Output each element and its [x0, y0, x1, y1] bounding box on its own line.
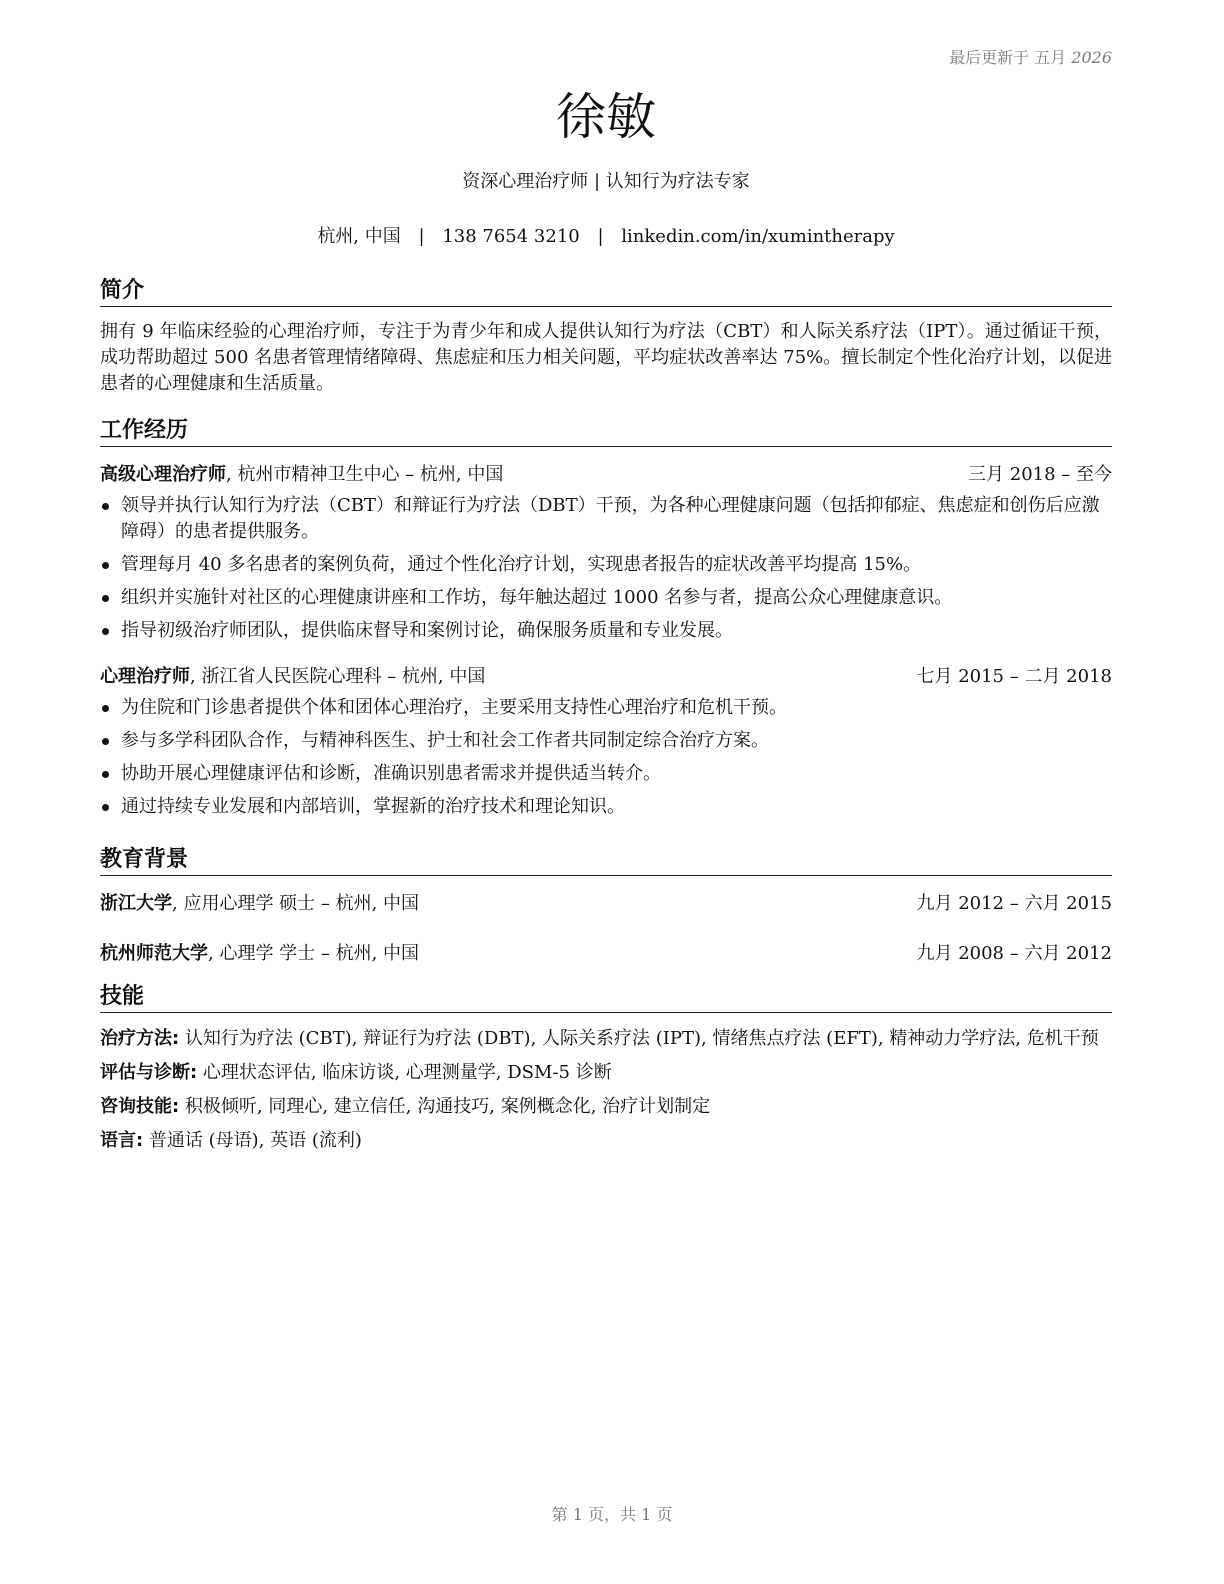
- job-header: [100, 463, 1112, 487]
- skill-value: 积极倾听, 同理心, 建立信任, 沟通技巧, 案例概念化, 治疗计划制定: [179, 1096, 711, 1117]
- bullet-item: 管理每月 40 多名患者的案例负荷，通过个性化治疗计划，实现患者报告的症状改善平均提高 15%。: [100, 552, 1112, 578]
- section-title-education: 教育背景: [100, 846, 1112, 876]
- summary-text: 拥有 9 年临床经验的心理治疗师，专注于为青少年和成人提供认知行为疗法（CBT）和人际关系疗法（IPT）。通过循证干预，成功帮助超过 500 名患者管理情绪障碍、焦虑症和压力相关问题，平均症状改善率达 75%。擅长制定个性化治疗计划，以促进患者的心理健康和生活质量。: [100, 321, 1112, 394]
- bullet-item: 参与多学科团队合作，与精神科医生、护士和社会工作者共同制定综合治疗方案。: [100, 728, 1112, 754]
- education-section: [100, 846, 1112, 966]
- last-updated-label: 最后更新于 五月: [949, 48, 1067, 67]
- job-dates: 七月 2015 – 二月 2018: [916, 666, 1112, 687]
- skills-list: [100, 1027, 1112, 1153]
- job-entry: [100, 463, 1112, 644]
- section-title-experience: 工作经历: [100, 417, 1112, 447]
- contact-separator: |: [597, 226, 604, 247]
- job-bullets: [100, 695, 1112, 820]
- education-school: 杭州师范大学: [100, 943, 208, 964]
- skill-label: 治疗方法:: [100, 1028, 180, 1049]
- tagline: 资深心理治疗师 | 认知行为疗法专家: [462, 171, 750, 192]
- experience-section: [100, 417, 1112, 827]
- candidate-name: 徐敏: [556, 88, 656, 146]
- bullet-item: 通过持续专业发展和内部培训，掌握新的治疗技术和理论知识。: [100, 794, 1112, 820]
- page-number: 第 1 页，共 1 页: [551, 1505, 673, 1524]
- skill-label: 语言:: [100, 1130, 144, 1151]
- bullet-item: 指导初级治疗师团队，提供临床督导和案例讨论，确保服务质量和专业发展。: [100, 618, 1112, 644]
- skill-item: [100, 1061, 1112, 1085]
- skill-value: 认知行为疗法 (CBT), 辩证行为疗法 (DBT), 人际关系疗法 (IPT), 情绪焦点疗法 (EFT), 精神动力学疗法, 危机干预: [179, 1028, 1099, 1049]
- bullet-item: 领导并执行认知行为疗法（CBT）和辩证行为疗法（DBT）干预，为各种心理健康问题（包括抑郁症、焦虑症和创伤后应激障碍）的患者提供服务。: [100, 493, 1112, 545]
- job-role: 高级心理治疗师: [100, 464, 226, 485]
- job-bullets: [100, 493, 1112, 644]
- education-entry: [100, 942, 1112, 966]
- contact-line: [100, 225, 1112, 249]
- education-school: 浙江大学: [100, 893, 172, 914]
- contact-separator: |: [418, 226, 425, 247]
- job-entry: [100, 665, 1112, 820]
- contact-linkedin-link[interactable]: linkedin.com/in/xumintherapy: [621, 226, 895, 247]
- last-updated: [949, 45, 1112, 68]
- bullet-item: 协助开展心理健康评估和诊断，准确识别患者需求并提供适当转介。: [100, 761, 1112, 787]
- contact-phone[interactable]: 138 7654 3210: [442, 226, 580, 247]
- education-dates: 九月 2008 – 六月 2012: [916, 943, 1112, 964]
- job-header: [100, 665, 1112, 689]
- summary-section: [100, 277, 1112, 397]
- last-updated-year: 2026: [1071, 48, 1112, 67]
- skill-label: 评估与诊断:: [100, 1062, 198, 1083]
- bullet-item: 组织并实施针对社区的心理健康讲座和工作坊，每年触达超过 1000 名参与者，提高公众心理健康意识。: [100, 585, 1112, 611]
- section-title-skills: 技能: [100, 983, 1112, 1013]
- skills-section: [100, 983, 1112, 1163]
- education-dates: 九月 2012 – 六月 2015: [916, 893, 1112, 914]
- bullet-item: 为住院和门诊患者提供个体和团体心理治疗，主要采用支持性心理治疗和危机干预。: [100, 695, 1112, 721]
- education-detail: , 心理学 学士 – 杭州, 中国: [208, 943, 420, 964]
- skill-item: [100, 1095, 1112, 1119]
- contact-location: 杭州, 中国: [317, 226, 401, 247]
- education-entry: [100, 892, 1112, 916]
- skill-value: 心理状态评估, 临床访谈, 心理测量学, DSM-5 诊断: [197, 1062, 612, 1083]
- section-title-summary: 简介: [100, 277, 1112, 307]
- job-dates: 三月 2018 – 至今: [968, 464, 1112, 485]
- job-org: , 杭州市精神卫生中心 – 杭州, 中国: [226, 464, 504, 485]
- skill-item: [100, 1027, 1112, 1051]
- education-detail: , 应用心理学 硕士 – 杭州, 中国: [172, 893, 420, 914]
- skill-label: 咨询技能:: [100, 1096, 180, 1117]
- skill-value: 普通话 (母语), 英语 (流利): [143, 1130, 362, 1151]
- job-role: 心理治疗师: [100, 666, 190, 687]
- skill-item: [100, 1129, 1112, 1153]
- job-org: , 浙江省人民医院心理科 – 杭州, 中国: [190, 666, 486, 687]
